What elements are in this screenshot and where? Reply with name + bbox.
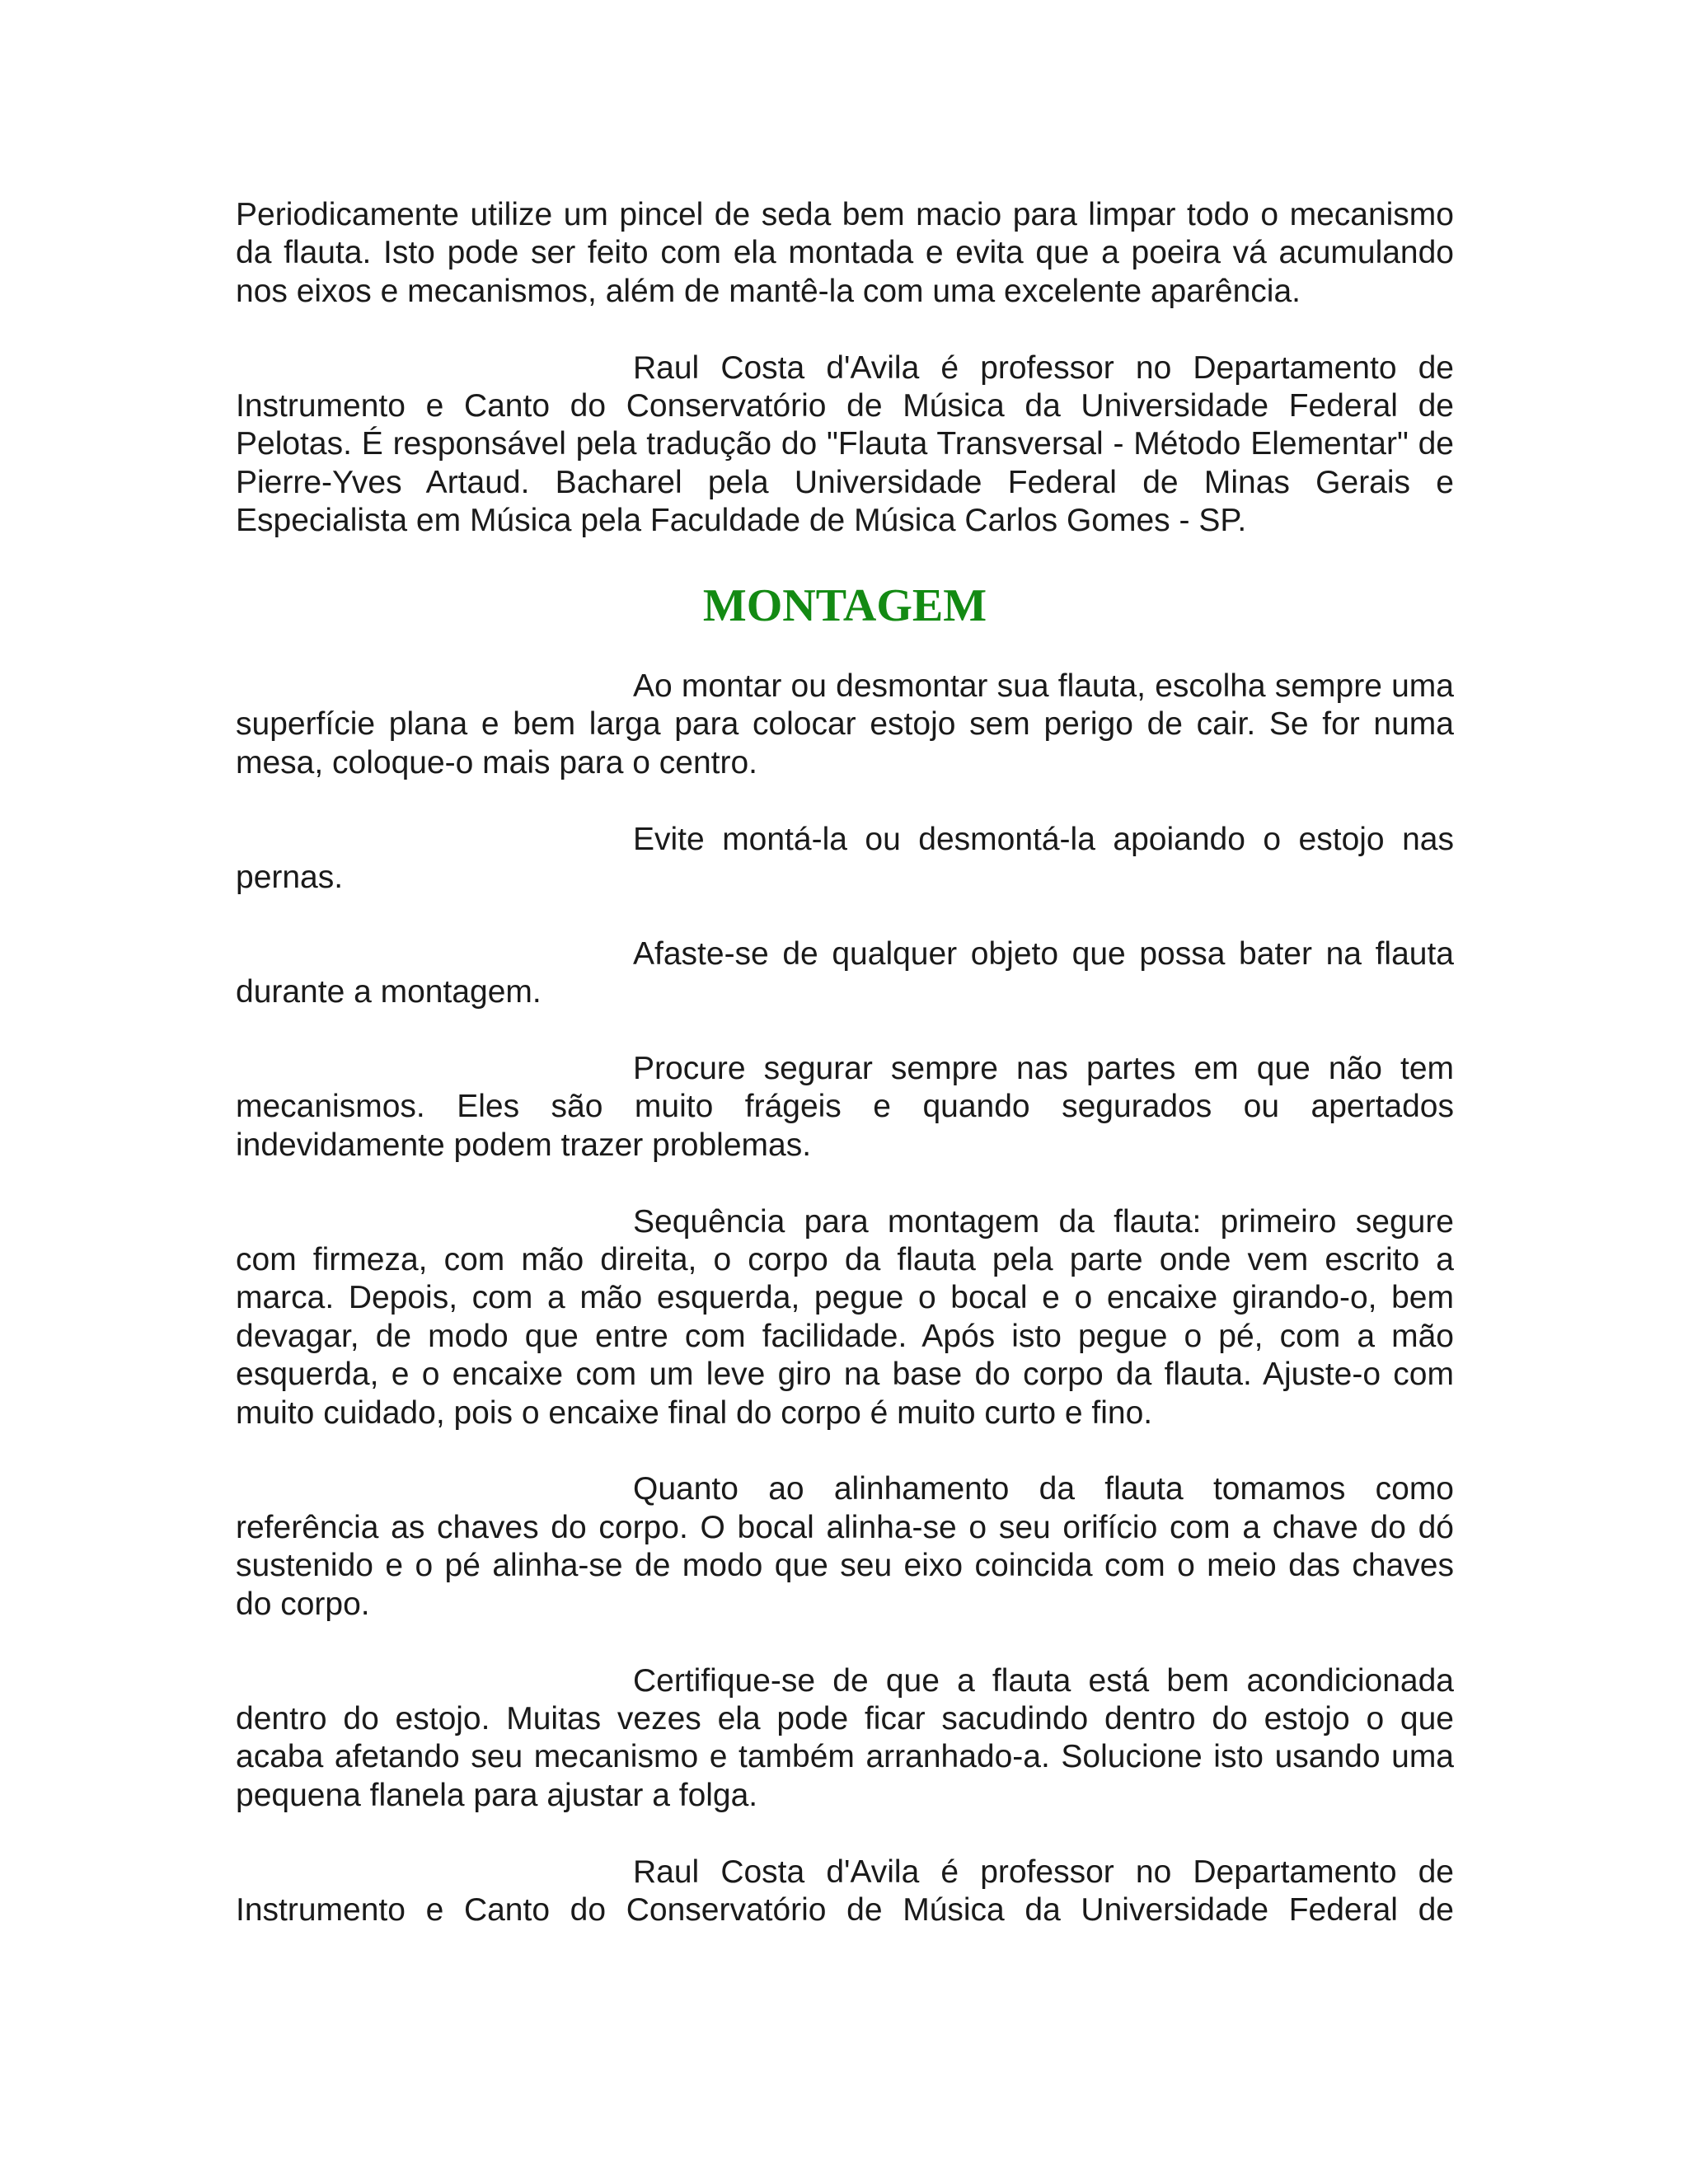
body-paragraph-6: Quanto ao alinhamento da flauta tomamos como referência as chaves do corpo. O bocal alinha-se o seu orifício com a chave do dó sustenido e o pé alinha-se de modo que seu eixo coincida com o meio das chaves do corpo. [236,1471,1454,1622]
body-paragraph-1: Ao montar ou desmontar sua flauta, escolha sempre uma superfície plana e bem larga para colocar estojo sem perigo de cair. Se for numa mesa, coloque-o mais para o centro. [236,668,1454,780]
author-bio-paragraph: Raul Costa d'Avila é professor no Departamento de Instrumento e Canto do Conservatório de Música da Universidade Federal de Pelotas. É responsável pela tradução do "Flauta Transversal - Método Elementar" de Pierre-Yves Artaud. Bacharel pela Universidade Federal de Minas Gerais e Especialista em Música pela Faculdade de Música Carlos Gomes - SP. [236,349,1454,539]
body-paragraph-5: Sequência para montagem da flauta: primeiro segure com firmeza, com mão direita, o corpo da flauta pela parte onde vem escrito a marca. Depois, com a mão esquerda, pegue o bocal e o encaixe girando-o, bem devagar, de modo que entre com facilidade. Após isto pegue o pé, com a mão esquerda, e o encaixe com um leve giro na base do corpo da flauta. Ajuste-o com muito cuidado, pois o encaixe final do corpo é muito curto e fino. [236,1203,1454,1431]
intro-paragraph: Periodicamente utilize um pincel de seda bem macio para limpar todo o mecanismo da flauta. Isto pode ser feito com ela montada e evita que a poeira vá acumulando nos eixos e mecanismos, além de mantê-la com uma excelente aparência. [236,197,1454,309]
body-paragraph-4: Procure segurar sempre nas partes em que não tem mecanismos. Eles são muito frágeis e quando segurados ou apertados indevidamente podem trazer problemas. [236,1051,1454,1163]
section-heading-montagem: MONTAGEM [702,580,987,632]
body-paragraph-7: Certifique-se de que a flauta está bem acondicionada dentro do estojo. Muitas vezes ela pode ficar sacudindo dentro do estojo o que acaba afetando seu mecanismo e também arranhado-a. Solucione isto usando uma pequena flanela para ajustar a folga. [236,1662,1454,1813]
body-paragraph-3: Afaste-se de qualquer objeto que possa bater na flauta durante a montagem. [236,935,1454,1010]
closing-bio-paragraph: Raul Costa d'Avila é professor no Departamento de Instrumento e Canto do Conservatório de Música da Universidade Federal de [236,1854,1454,1928]
document-page [236,196,1454,1929]
body-paragraph-2: Evite montá-la ou desmontá-la apoiando o estojo nas pernas. [236,821,1454,896]
